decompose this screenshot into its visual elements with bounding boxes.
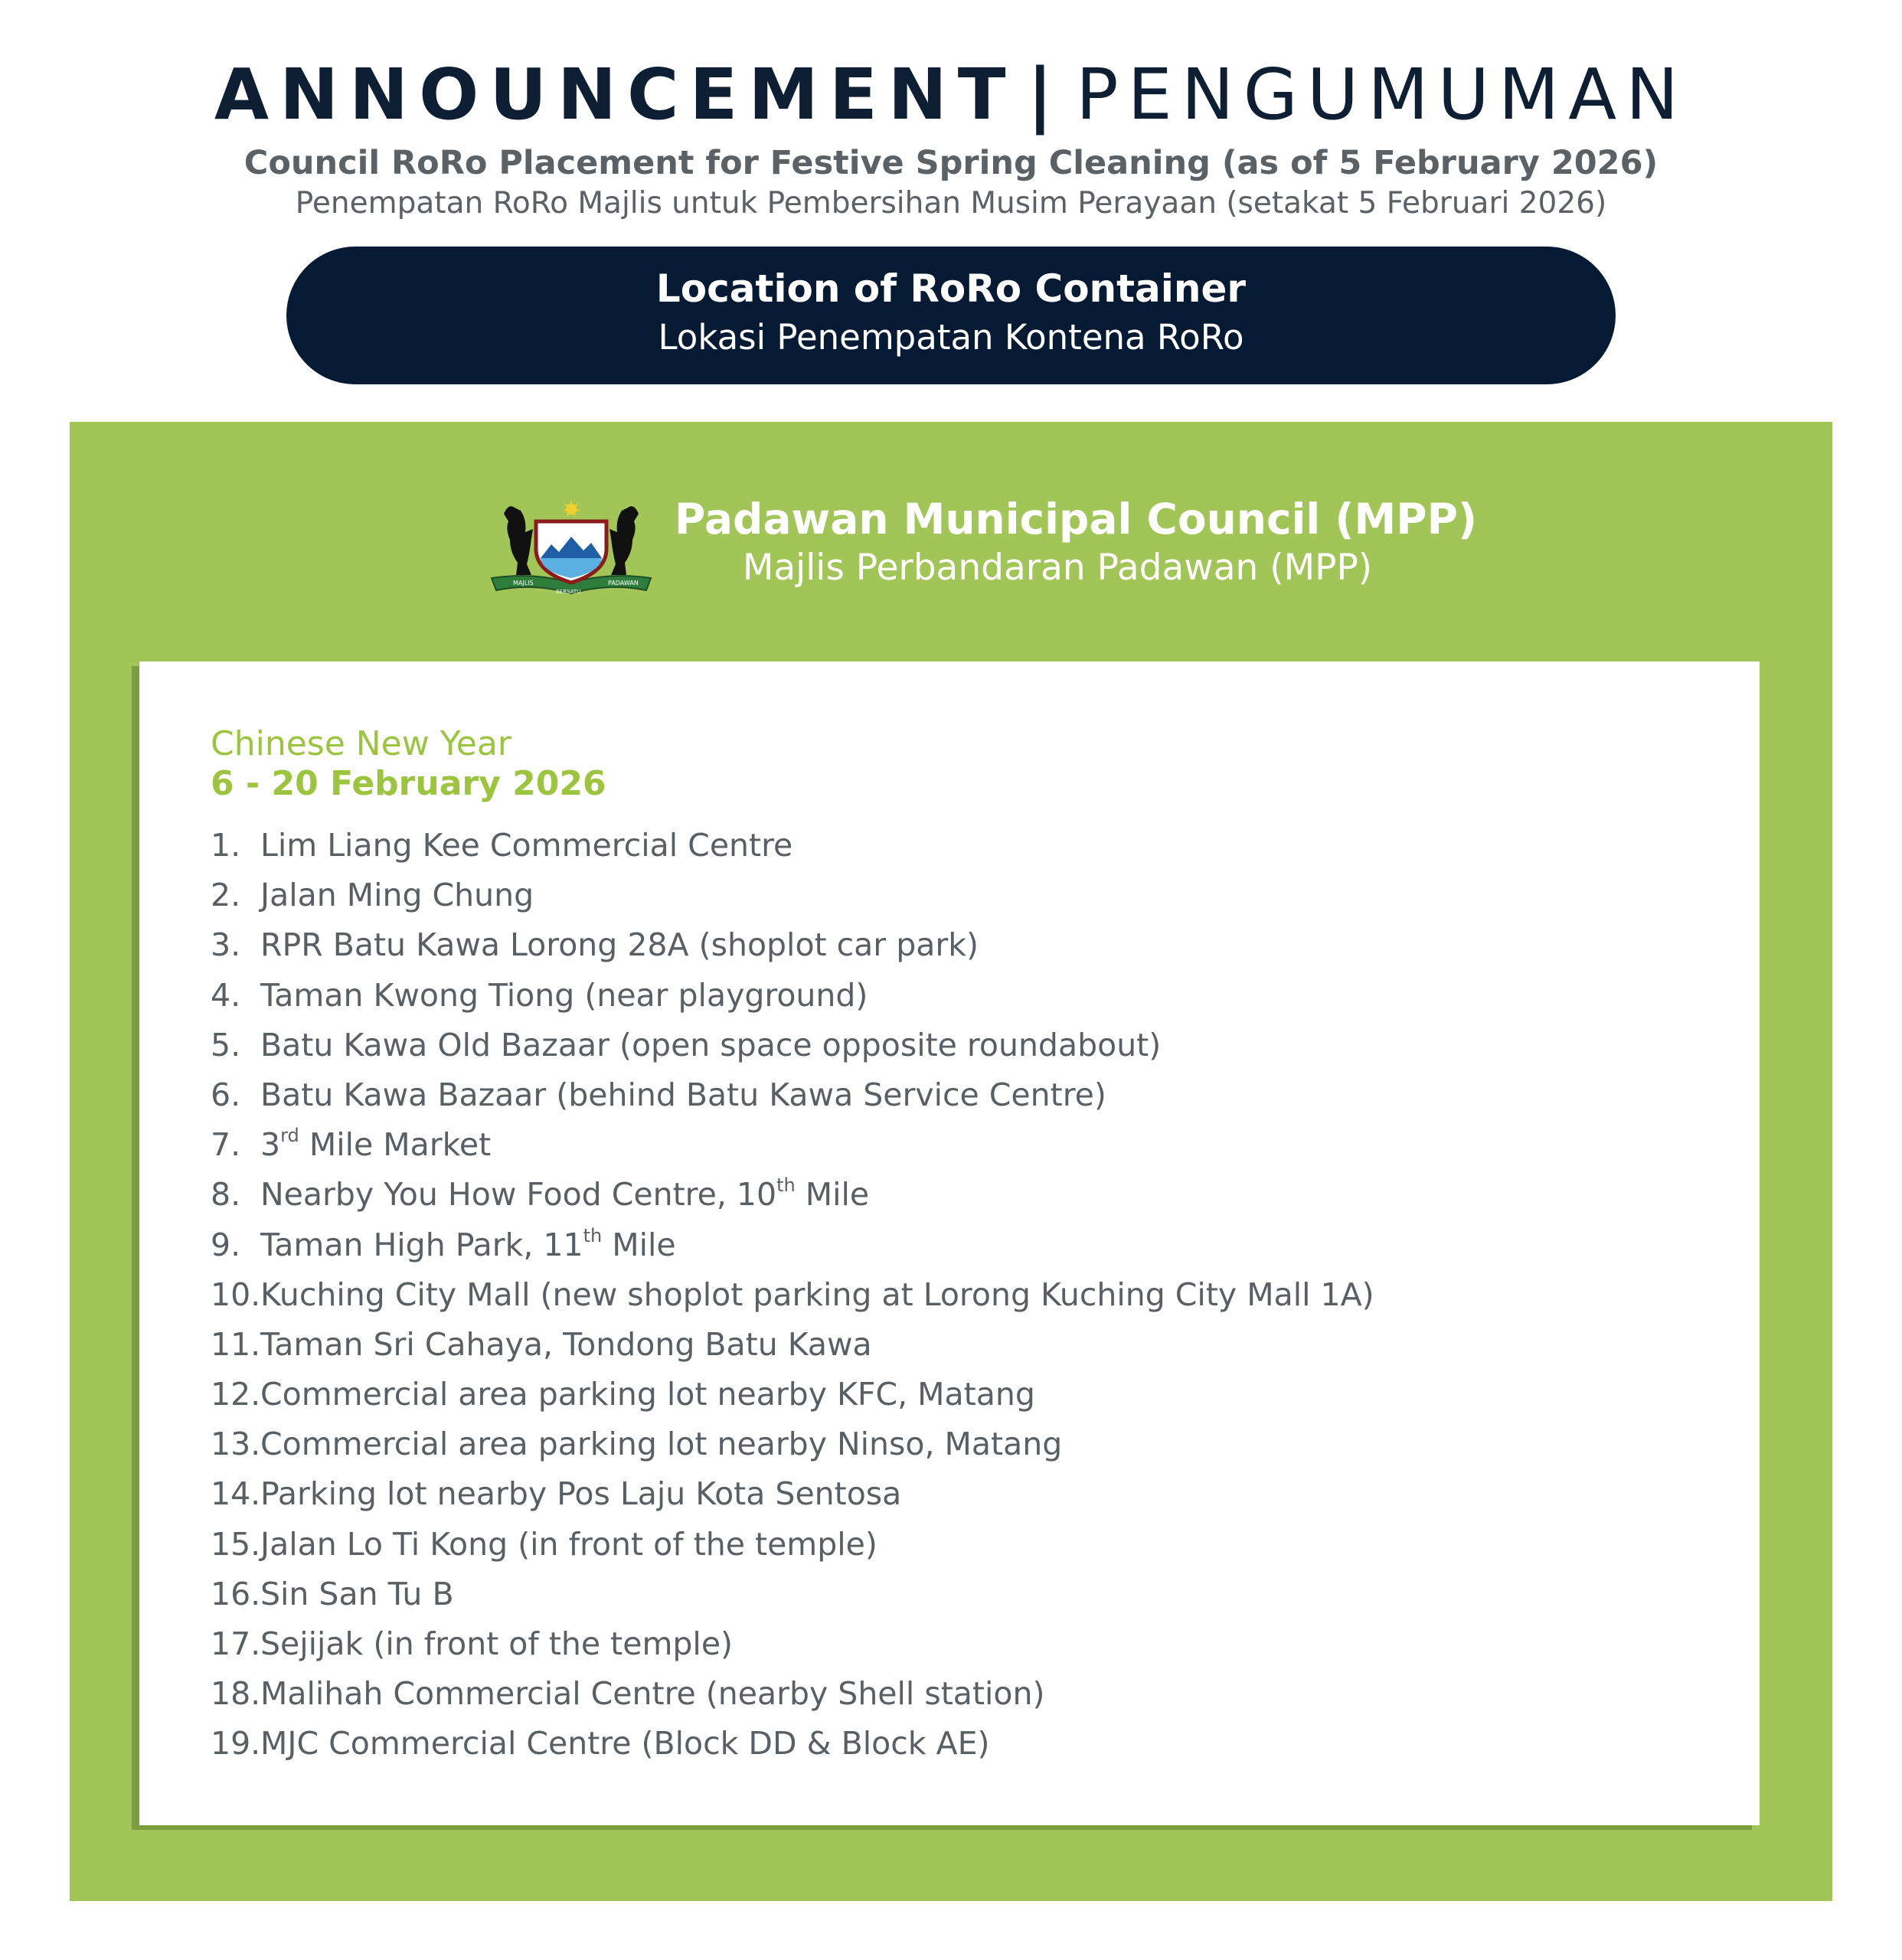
list-item [211, 1320, 1374, 1370]
list-item-number: 16. [211, 1575, 261, 1612]
list-item-number: 1. [211, 827, 241, 864]
list-item [211, 920, 1374, 970]
list-item-number: 19. [211, 1725, 261, 1762]
title-malay: PENGUMUMAN [1076, 54, 1688, 136]
list-item-text: Commercial area parking lot nearby Ninso, Matang [260, 1426, 1063, 1463]
list-item-number: 12. [211, 1376, 261, 1413]
banner-label-malay: Lokasi Penempatan Kontena RoRo [658, 317, 1244, 358]
event-name: Chinese New Year [211, 724, 511, 763]
list-item-number: 4. [211, 976, 241, 1014]
title-separator: | [1027, 54, 1054, 136]
list-item-text-main: 3 [260, 1126, 281, 1164]
list-item-number: 3. [211, 926, 241, 964]
list-item-text [260, 1176, 869, 1213]
list-item [211, 1669, 1374, 1719]
list-item [211, 1570, 1374, 1619]
subtitle-malay: Penempatan RoRo Majlis untuk Pembersihan Musim Perayaan (setakat 5 Februari 2026) [295, 186, 1607, 220]
list-item-number: 14. [211, 1475, 261, 1513]
list-item-number: 10. [211, 1276, 261, 1313]
list-item-number: 18. [211, 1675, 261, 1713]
council-panel [70, 422, 1832, 1901]
list-item [211, 1070, 1374, 1120]
list-item-text-main: Taman High Park, 11 [260, 1226, 583, 1263]
list-item-text: Taman Sri Cahaya, Tondong Batu Kawa [260, 1325, 872, 1363]
list-item-number: 8. [211, 1176, 241, 1214]
list-item [211, 1120, 1374, 1170]
list-item-text: Jalan Lo Ti Kong (in front of the temple) [260, 1525, 877, 1563]
council-name-english: Padawan Municipal Council (MPP) [675, 495, 1478, 544]
list-item [211, 1619, 1374, 1669]
subtitle-english: Council RoRo Placement for Festive Spring Cleaning (as of 5 February 2026) [243, 144, 1659, 182]
svg-text:MAJLIS: MAJLIS [513, 580, 534, 586]
list-item-text: Jalan Ming Chung [260, 877, 534, 914]
list-item [211, 821, 1374, 871]
svg-text:PADAWAN: PADAWAN [608, 580, 639, 586]
svg-text:BERSATU: BERSATU [556, 589, 581, 595]
list-item-text: Taman Kwong Tiong (near playground) [260, 976, 868, 1014]
list-item-text: MJC Commercial Centre (Block DD & Block AE) [260, 1725, 990, 1762]
list-item-text-rest: Mile [602, 1226, 676, 1263]
list-item-number: 13. [211, 1426, 261, 1463]
list-item-text-rest: Mile Market [299, 1126, 492, 1164]
list-item [211, 1220, 1374, 1270]
list-item [211, 1520, 1374, 1570]
list-item-text-rest: Mile [795, 1176, 870, 1214]
ordinal-suffix: rd [280, 1125, 299, 1147]
list-item [211, 1270, 1374, 1320]
list-item-text [260, 1126, 491, 1163]
ordinal-suffix: th [583, 1224, 603, 1246]
list-item-text: Sejijak (in front of the temple) [260, 1625, 734, 1662]
list-item [211, 871, 1374, 920]
announcement-title [0, 54, 1902, 136]
title-english: ANNOUNCEMENT [214, 54, 1017, 136]
ordinal-suffix: th [776, 1174, 796, 1197]
location-list [211, 821, 1374, 1769]
list-item-text: Malihah Commercial Centre (nearby Shell station) [260, 1675, 1045, 1713]
list-item [211, 1021, 1374, 1070]
list-item-text-main: Nearby You How Food Centre, 10 [260, 1176, 777, 1214]
location-banner [286, 247, 1616, 384]
list-item [211, 1719, 1374, 1769]
list-item-number: 7. [211, 1126, 241, 1164]
list-item-text: Batu Kawa Bazaar (behind Batu Kawa Service Centre) [260, 1076, 1106, 1113]
list-item-number: 5. [211, 1026, 241, 1063]
banner-label-english: Location of RoRo Container [655, 266, 1247, 311]
list-item-number: 9. [211, 1226, 241, 1263]
list-item-text: Kuching City Mall (new shoplot parking at Lorong Kuching City Mall 1A) [260, 1276, 1374, 1313]
list-item-text: Commercial area parking lot nearby KFC, Matang [260, 1376, 1035, 1413]
locations-card [139, 662, 1760, 1825]
list-item [211, 1419, 1374, 1469]
list-item-number: 11. [211, 1325, 261, 1363]
list-item [211, 1170, 1374, 1220]
list-item-number: 6. [211, 1076, 241, 1113]
list-item-number: 2. [211, 877, 241, 914]
council-name-malay: Majlis Perbandaran Padawan (MPP) [742, 547, 1373, 589]
list-item [211, 971, 1374, 1021]
list-item-text: RPR Batu Kawa Lorong 28A (shoplot car park) [260, 926, 979, 964]
list-item-text: Lim Liang Kee Commercial Centre [260, 827, 793, 864]
council-crest-icon [487, 498, 655, 598]
event-dates: 6 - 20 February 2026 [211, 764, 606, 803]
list-item-number: 15. [211, 1525, 261, 1563]
list-item [211, 1469, 1374, 1519]
list-item [211, 1370, 1374, 1419]
list-item-text: Batu Kawa Old Bazaar (open space opposite roundabout) [260, 1026, 1162, 1063]
list-item-number: 17. [211, 1625, 261, 1662]
list-item-text: Sin San Tu B [260, 1575, 454, 1612]
list-item-text [260, 1224, 676, 1263]
list-item-text: Parking lot nearby Pos Laju Kota Sentosa [260, 1475, 902, 1513]
